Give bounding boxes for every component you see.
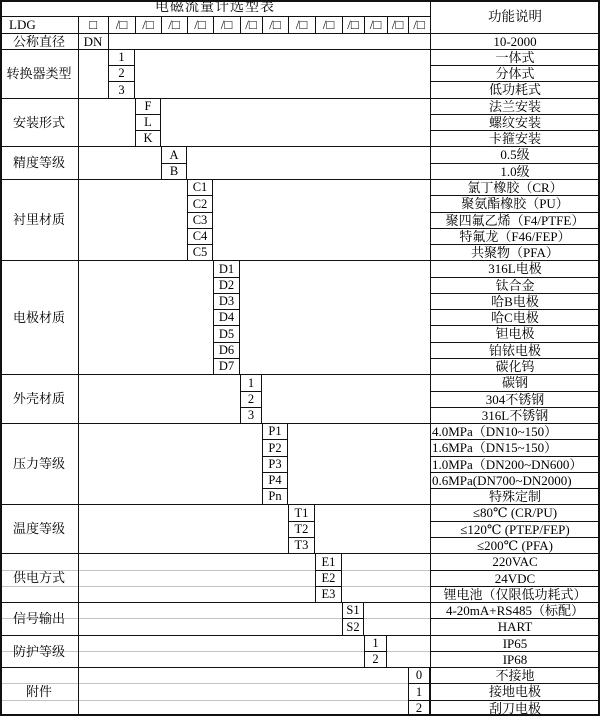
code-cell: S2 xyxy=(342,618,364,636)
group-label: 电极材质 xyxy=(12,309,65,325)
desc-cell: 1.6MPa（DN15~150） xyxy=(432,440,558,455)
code-cell: C4 xyxy=(187,228,213,245)
model-box-cell: /□ xyxy=(168,17,180,32)
group-label: 衬里材质 xyxy=(12,212,65,227)
code-cell: 2 xyxy=(240,391,262,408)
code-cell: A xyxy=(161,146,187,164)
desc-cell: 法兰安装 xyxy=(488,98,541,114)
code-cell: T1 xyxy=(288,504,315,522)
label-column-line xyxy=(78,16,79,716)
code-cell: C5 xyxy=(187,244,213,261)
desc-cell: 锂电池（仅限低功耗式） xyxy=(443,586,587,602)
dn-row-description: 10-2000 xyxy=(493,33,537,49)
desc-cell: 碳化钨 xyxy=(495,358,535,374)
code-cell: 2 xyxy=(364,651,387,668)
desc-cell: IP65 xyxy=(502,635,528,651)
desc-cell: 卡箍安装 xyxy=(488,130,541,146)
desc-cell: ≤80℃ (CR/PU) xyxy=(472,505,558,520)
group-label: 供电方式 xyxy=(12,570,65,585)
model-box-cell: /□ xyxy=(347,17,359,32)
code-cell: P2 xyxy=(262,439,288,457)
desc-cell: 哈C电极 xyxy=(491,309,539,325)
code-cell: C1 xyxy=(187,179,213,196)
code-cell: D2 xyxy=(213,277,240,294)
code-cell: D1 xyxy=(213,260,240,278)
desc-cell: ≤120℃ (PTEP/FEP) xyxy=(460,521,570,537)
desc-cell: 316L电极 xyxy=(488,261,542,276)
model-box-cell: /□ xyxy=(322,17,335,32)
code-cell: F xyxy=(135,98,161,115)
code-cell: E1 xyxy=(315,553,342,571)
desc-cell: 共聚物（PFA） xyxy=(471,244,559,260)
desc-cell: 螺纹安装 xyxy=(488,114,541,130)
model-first-box: □ xyxy=(89,17,97,32)
code-cell: 1 xyxy=(240,374,262,392)
group-label: 防护等级 xyxy=(12,643,65,659)
desc-cell: 铂铱电极 xyxy=(488,342,541,358)
code-cell: C2 xyxy=(187,195,213,213)
code-cell: 3 xyxy=(240,407,262,424)
desc-cell: 聚氨酯橡胶（PU） xyxy=(461,196,569,211)
desc-cell: ≤200℃ (PFA) xyxy=(477,537,553,553)
desc-cell: 4.0MPa（DN10~150） xyxy=(432,423,558,439)
code-cell: P3 xyxy=(262,456,288,473)
group-label: 转换器类型 xyxy=(6,66,72,81)
code-cell: Pn xyxy=(262,488,288,505)
model-box-cell: /□ xyxy=(413,17,425,32)
desc-cell: 聚四氟乙烯（F4/PTFE） xyxy=(445,212,585,228)
code-cell: P4 xyxy=(262,472,288,489)
desc-cell: 碳钢 xyxy=(501,375,528,390)
model-box-cell: /□ xyxy=(295,17,308,32)
model-box-cell: /□ xyxy=(142,17,154,32)
code-cell: D4 xyxy=(213,309,240,326)
model-box-cell: /□ xyxy=(115,17,128,32)
group-label: 附件 xyxy=(25,684,52,699)
code-cell: K xyxy=(135,130,161,147)
desc-cell: 304不锈钢 xyxy=(485,391,545,407)
code-cell: P1 xyxy=(262,423,288,440)
code-cell: 2 xyxy=(408,700,430,716)
dn-row-label: 公称直径 xyxy=(12,33,65,49)
group-label: 压力等级 xyxy=(12,456,65,471)
code-cell: S1 xyxy=(342,602,364,619)
code-cell: 1 xyxy=(364,635,387,652)
group-label: 精度等级 xyxy=(12,155,65,170)
code-cell: D7 xyxy=(213,358,240,375)
model-box-cell: /□ xyxy=(369,17,382,32)
desc-cell: 氯丁橡胶（CR） xyxy=(467,179,563,195)
desc-cell: 刮刀电极 xyxy=(488,700,541,716)
desc-cell: 316L不锈钢 xyxy=(481,407,549,423)
desc-cell: 不接地 xyxy=(495,667,535,683)
desc-cell: 220VAC xyxy=(492,554,538,569)
table-title: 电磁流量计选型表 xyxy=(155,0,275,15)
code-cell: 0 xyxy=(408,667,430,684)
dn-row-code: DN xyxy=(83,33,103,49)
code-cell: D5 xyxy=(213,325,240,343)
code-cell: T3 xyxy=(288,537,315,554)
model-box-cell: /□ xyxy=(391,17,404,32)
code-cell: 1 xyxy=(108,49,135,66)
code-cell: 3 xyxy=(108,81,135,99)
desc-cell: 1.0级 xyxy=(500,163,530,179)
model-box-cell: /□ xyxy=(220,17,233,32)
code-cell: T2 xyxy=(288,521,315,538)
desc-cell: 分体式 xyxy=(495,65,535,81)
desc-cell: 特殊定制 xyxy=(488,488,541,504)
code-cell: E2 xyxy=(315,570,342,587)
desc-cell: 哈B电极 xyxy=(491,293,539,309)
desc-cell: IP68 xyxy=(502,651,528,667)
code-cell: 1 xyxy=(408,683,430,701)
desc-cell: 钛合金 xyxy=(495,277,535,293)
desc-cell: 4-20mA+RS485（标配） xyxy=(445,602,585,618)
code-cell: D3 xyxy=(213,293,240,310)
code-cell: 2 xyxy=(108,65,135,82)
desc-cell: 接地电极 xyxy=(488,684,541,699)
model-box-cell: /□ xyxy=(194,17,206,32)
model-box-cell: /□ xyxy=(245,17,257,32)
desc-cell: 低功耗式 xyxy=(488,82,541,97)
code-cell: E3 xyxy=(315,586,342,603)
code-cell: C3 xyxy=(187,212,213,229)
model-box-cell: /□ xyxy=(269,17,281,32)
desc-cell: 0.6MPa(DN700~DN2000) xyxy=(432,472,572,488)
desc-cell: 特氟龙（F46/FEP） xyxy=(459,228,571,244)
desc-cell: HART xyxy=(497,619,533,634)
code-cell: D6 xyxy=(213,342,240,359)
code-cell: B xyxy=(161,163,187,180)
desc-cell: 钽电极 xyxy=(495,326,535,341)
desc-cell: 24VDC xyxy=(494,570,536,586)
function-description-header: 功能说明 xyxy=(488,8,542,24)
model-prefix: LDG xyxy=(9,17,36,32)
desc-cell: 0.5级 xyxy=(500,147,530,162)
code-cell: L xyxy=(135,114,161,131)
group-label: 温度等级 xyxy=(12,521,65,536)
group-label: 信号输出 xyxy=(12,611,65,626)
group-label: 安装形式 xyxy=(12,114,65,130)
desc-cell: 一体式 xyxy=(495,49,535,65)
group-label: 外壳材质 xyxy=(12,391,65,406)
desc-cell: 1.0MPa（DN200~DN600） xyxy=(432,456,583,472)
